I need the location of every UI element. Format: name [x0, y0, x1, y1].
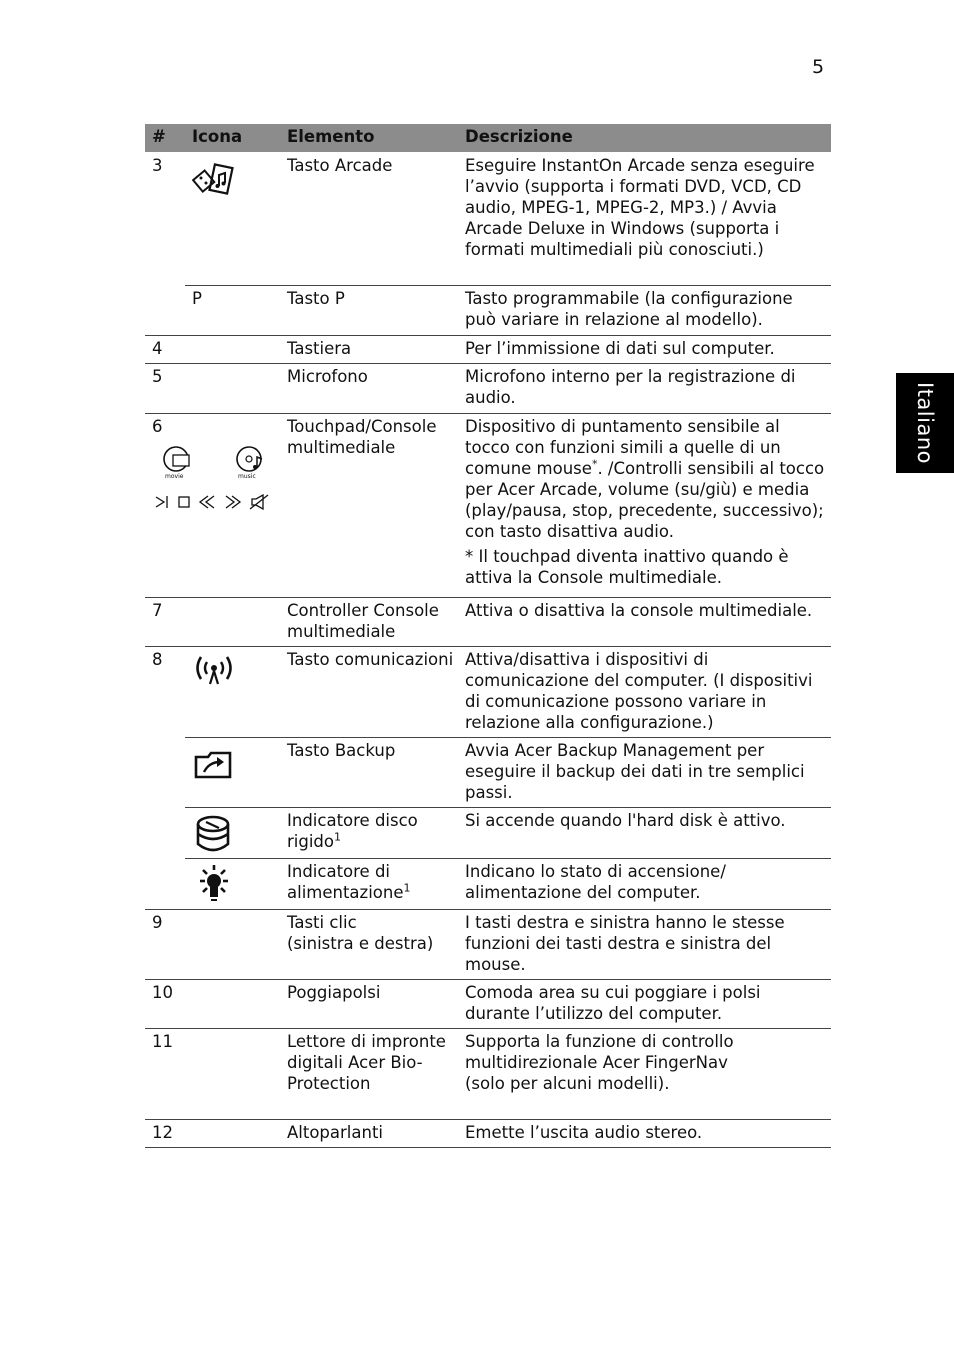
header-number: #	[152, 127, 166, 146]
table-row: 12 Altoparlanti Emette l’uscita audio stereo.	[152, 1123, 703, 1142]
table-row: 9 Tasti clic (sinistra e destra) I tasti destra e sinistra hanno le stesse funzioni dei tasti destra e sinistra del mouse.	[152, 913, 785, 974]
arcade-key-icon	[192, 162, 234, 198]
table-row: 8 Tasto comunicazioni Attiva/disattiva i dispositivi di comunicazione del computer. (I dispositivi di comunicazione possono variare in relazione alla configurazione.)	[152, 650, 813, 732]
language-tab: Italiano	[896, 373, 954, 473]
previous-icon	[200, 496, 214, 508]
table-row: 10 Poggiapolsi Comoda area su cui poggiare i polsi durante l’utilizzo del computer.	[152, 983, 761, 1023]
play-pause-icon	[156, 496, 167, 508]
table-row: Indicatore disco rigido$^1$ Si accende quando l'hard disk è attivo.	[145, 807, 831, 858]
table-row: Tasto Backup Avvia Acer Backup Management per eseguire il backup dei dati in tre semplici passi.	[145, 737, 831, 807]
header-icon: Icona	[192, 127, 243, 146]
table-row: 7 Controller Console multimediale Attiva o disattiva la console multimediale.	[152, 601, 813, 641]
header-description: Descrizione	[465, 127, 573, 146]
svg-text:movie: movie	[165, 473, 184, 480]
page-number: 5	[812, 56, 825, 78]
power-indicator-icon	[194, 863, 234, 905]
table-row: 11 Lettore di impronte digitali Acer Bio-Protection Supporta la funzione di controllo multidirezionale Acer FingerNav (solo per alcuni modelli).	[152, 1032, 734, 1093]
components-table	[145, 124, 831, 1147]
table-row: Indicatore di alimentazione$^1$ Indicano lo stato di accensione/ alimentazione del computer.	[145, 858, 831, 909]
svg-text:music: music	[238, 473, 256, 480]
stop-icon	[179, 497, 189, 507]
table-row: 5 Microfono Microfono interno per la registrazione di audio.	[152, 367, 796, 407]
table-row: 6 movie music Touchpad/Console multimediale Dispositivo di puntamento sensibile al tocco con funzioni simili a quelle di un comune mouse*. /Controlli sensibili al tocco per Acer Arcade, volume (su/giù) e media (play/pausa, stop, precedente, successivo); con tasto disattiva audio. * Il touchpad diventa inattivo quando è attiva la Console multimediale.	[152, 417, 825, 587]
row-divider	[145, 1147, 831, 1148]
table-header	[145, 124, 831, 152]
table-row: 4 Tastiera Per l’immissione di dati sul computer.	[152, 339, 775, 358]
music-icon	[237, 447, 262, 480]
movie-icon	[164, 447, 189, 480]
mute-icon	[250, 495, 268, 509]
multimedia-console-icons	[153, 445, 281, 511]
wireless-communication-icon	[193, 654, 235, 688]
table-row: P Tasto P Tasto programmabile (la configurazione può variare in relazione al modello).	[192, 289, 793, 329]
next-icon	[226, 496, 240, 508]
table-row: 3 Tasto Arcade Eseguire InstantOn Arcade senza eseguire l’avvio (supporta i formati DVD, VCD, CD audio, MPEG-1, MPEG-2, MP3.) / Avvia Arcade Deluxe in Windows (supporta i formati multimediali più conosciuti.)	[152, 156, 815, 259]
hard-disk-icon	[195, 814, 231, 854]
header-element: Elemento	[287, 127, 375, 146]
backup-icon	[193, 749, 235, 781]
